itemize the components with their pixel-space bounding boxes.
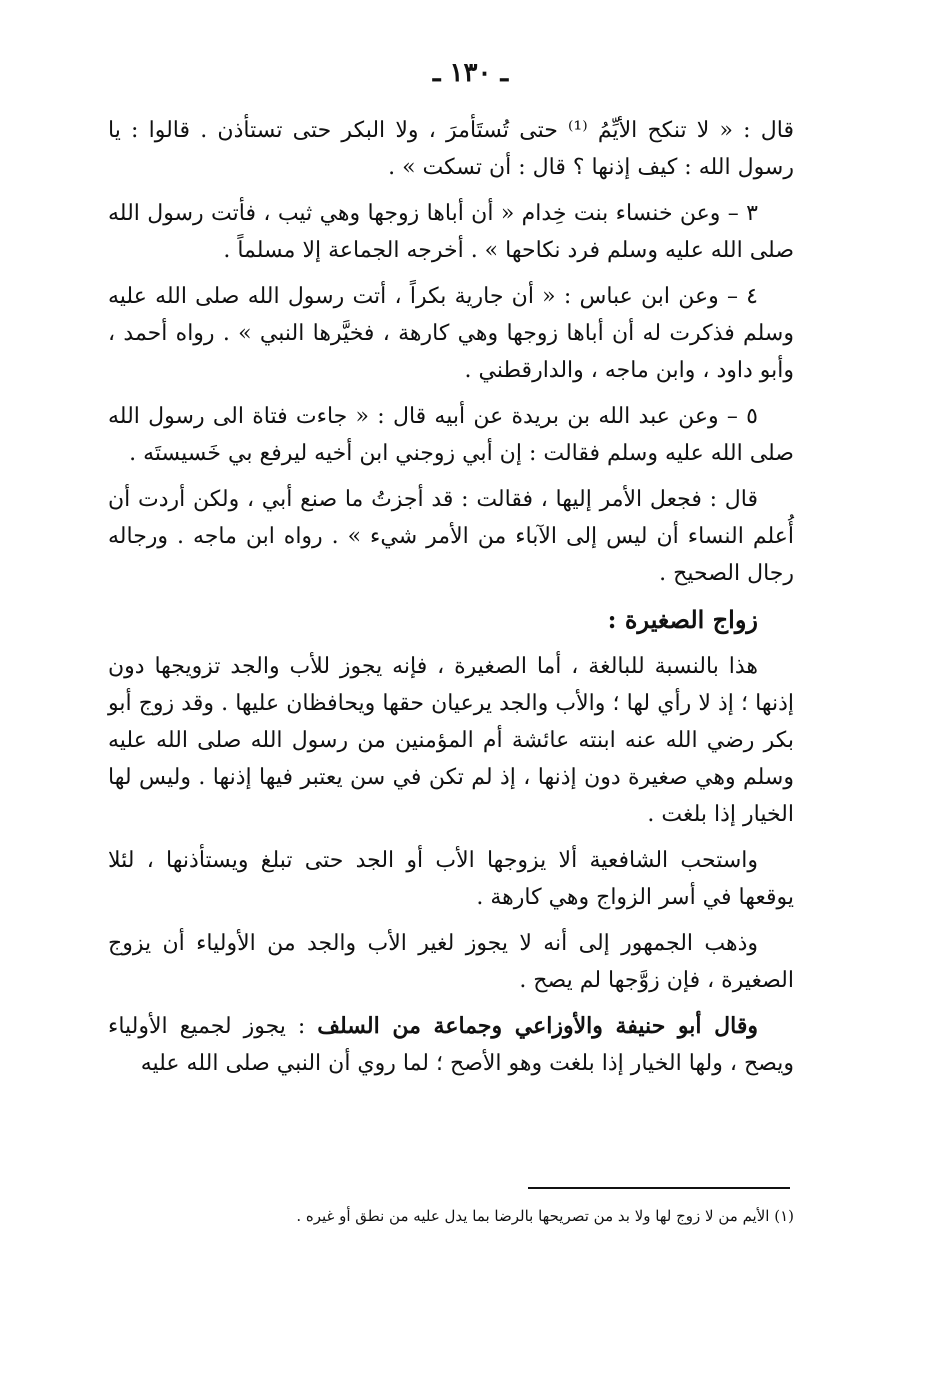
abu-hanifa-rest: : يجوز لجميع الأولياء ويصح ، ولها الخيار إذا بلغت وهو الأصح ؛ لما روي أن النبي صلى الله عليه	[108, 1014, 794, 1076]
paragraph-hadith-buraydah-cont: قال : فجعل الأمر إليها ، فقالت : قد أجزتُ ما صنع أبي ، ولكن أردت أن أُعلم النساء أن ليس إلى الآباء من الأمر شيء » . رواه ابن ماجه . ورجاله رجال الصحيح .	[108, 487, 794, 586]
paragraph-shafii: واستحب الشافعية ألا يزوجها الأب أو الجد حتى تبلغ ويستأذنها ، لئلا يوقعها في أسر الزواج وهي كارهة .	[108, 848, 794, 910]
footnote-divider	[528, 1187, 790, 1189]
paragraph-hadith-buraydah: ٥ – وعن عبد الله بن بريدة عن أبيه قال : « جاءت فتاة الى رسول الله صلى الله عليه وسلم فقالت : إن أبي زوجني ابن أخيه ليرفع بي خَسيستَه .	[108, 404, 794, 466]
paragraph-abu-hanifa	[108, 1008, 794, 1082]
abu-hanifa-bold: وقال أبو حنيفة والأوزاعي وجماعة من السلف	[317, 1013, 758, 1039]
paragraph-hadith-ibn-abbas: ٤ – وعن ابن عباس : « أن جارية بكراً ، أتت رسول الله صلى الله عليه وسلم فذكرت له أن أباها زوجها وهي كارهة ، فخيَّرها النبي » . رواه أحمد ، وأبو داود ، وابن ماجه ، والدارقطني .	[108, 284, 794, 383]
paragraph-hadith-khansa: ٣ – وعن خنساء بنت خِدام « أن أباها زوجها وهي ثيب ، فأتت رسول الله صلى الله عليه وسلم فرد نكاحها » . أخرجه الجماعة إلا مسلماً .	[108, 201, 794, 263]
paragraph-jumhur: وذهب الجمهور إلى أنه لا يجوز لغير الأب والجد من الأولياء أن يزوج الصغيرة ، فإن زوَّجها لم يصح .	[108, 931, 794, 993]
main-text	[108, 112, 794, 1091]
section-heading: زواج الصغيرة :	[607, 605, 758, 634]
page-number: ـ ١٣٠ ـ	[432, 58, 509, 88]
paragraph-minor-marriage: هذا بالنسبة للبالغة ، أما الصغيرة ، فإنه يجوز للأب والجد تزويجها دون إذنها ؛ إذ لا رأي لها ؛ والأب والجد يرعيان حقها ويحافظان عليها . وقد زوج أبو بكر رضي الله عنه ابنته عائشة أم المؤمنين من رسول الله صلى الله عليه وسلم وهي صغيرة دون إذنها ، إذ لم تكن في سن يعتبر فيها إذنها . وليس لها الخيار إذا بلغت .	[108, 654, 794, 827]
footnote: (١) الأيم من لا زوج لها ولا بد من تصريحها بالرضا بما يدل عليه من نطق أو غيره .	[296, 1207, 794, 1225]
paragraph-hadith-ayyim: قال : « لا تنكح الأيِّمُ ⁽¹⁾ حتى تُستَأمرَ ، ولا البكر حتى تستأذن . قالوا : يا رسول الله : كيف إذنها ؟ قال : أن تسكت » .	[108, 118, 794, 180]
